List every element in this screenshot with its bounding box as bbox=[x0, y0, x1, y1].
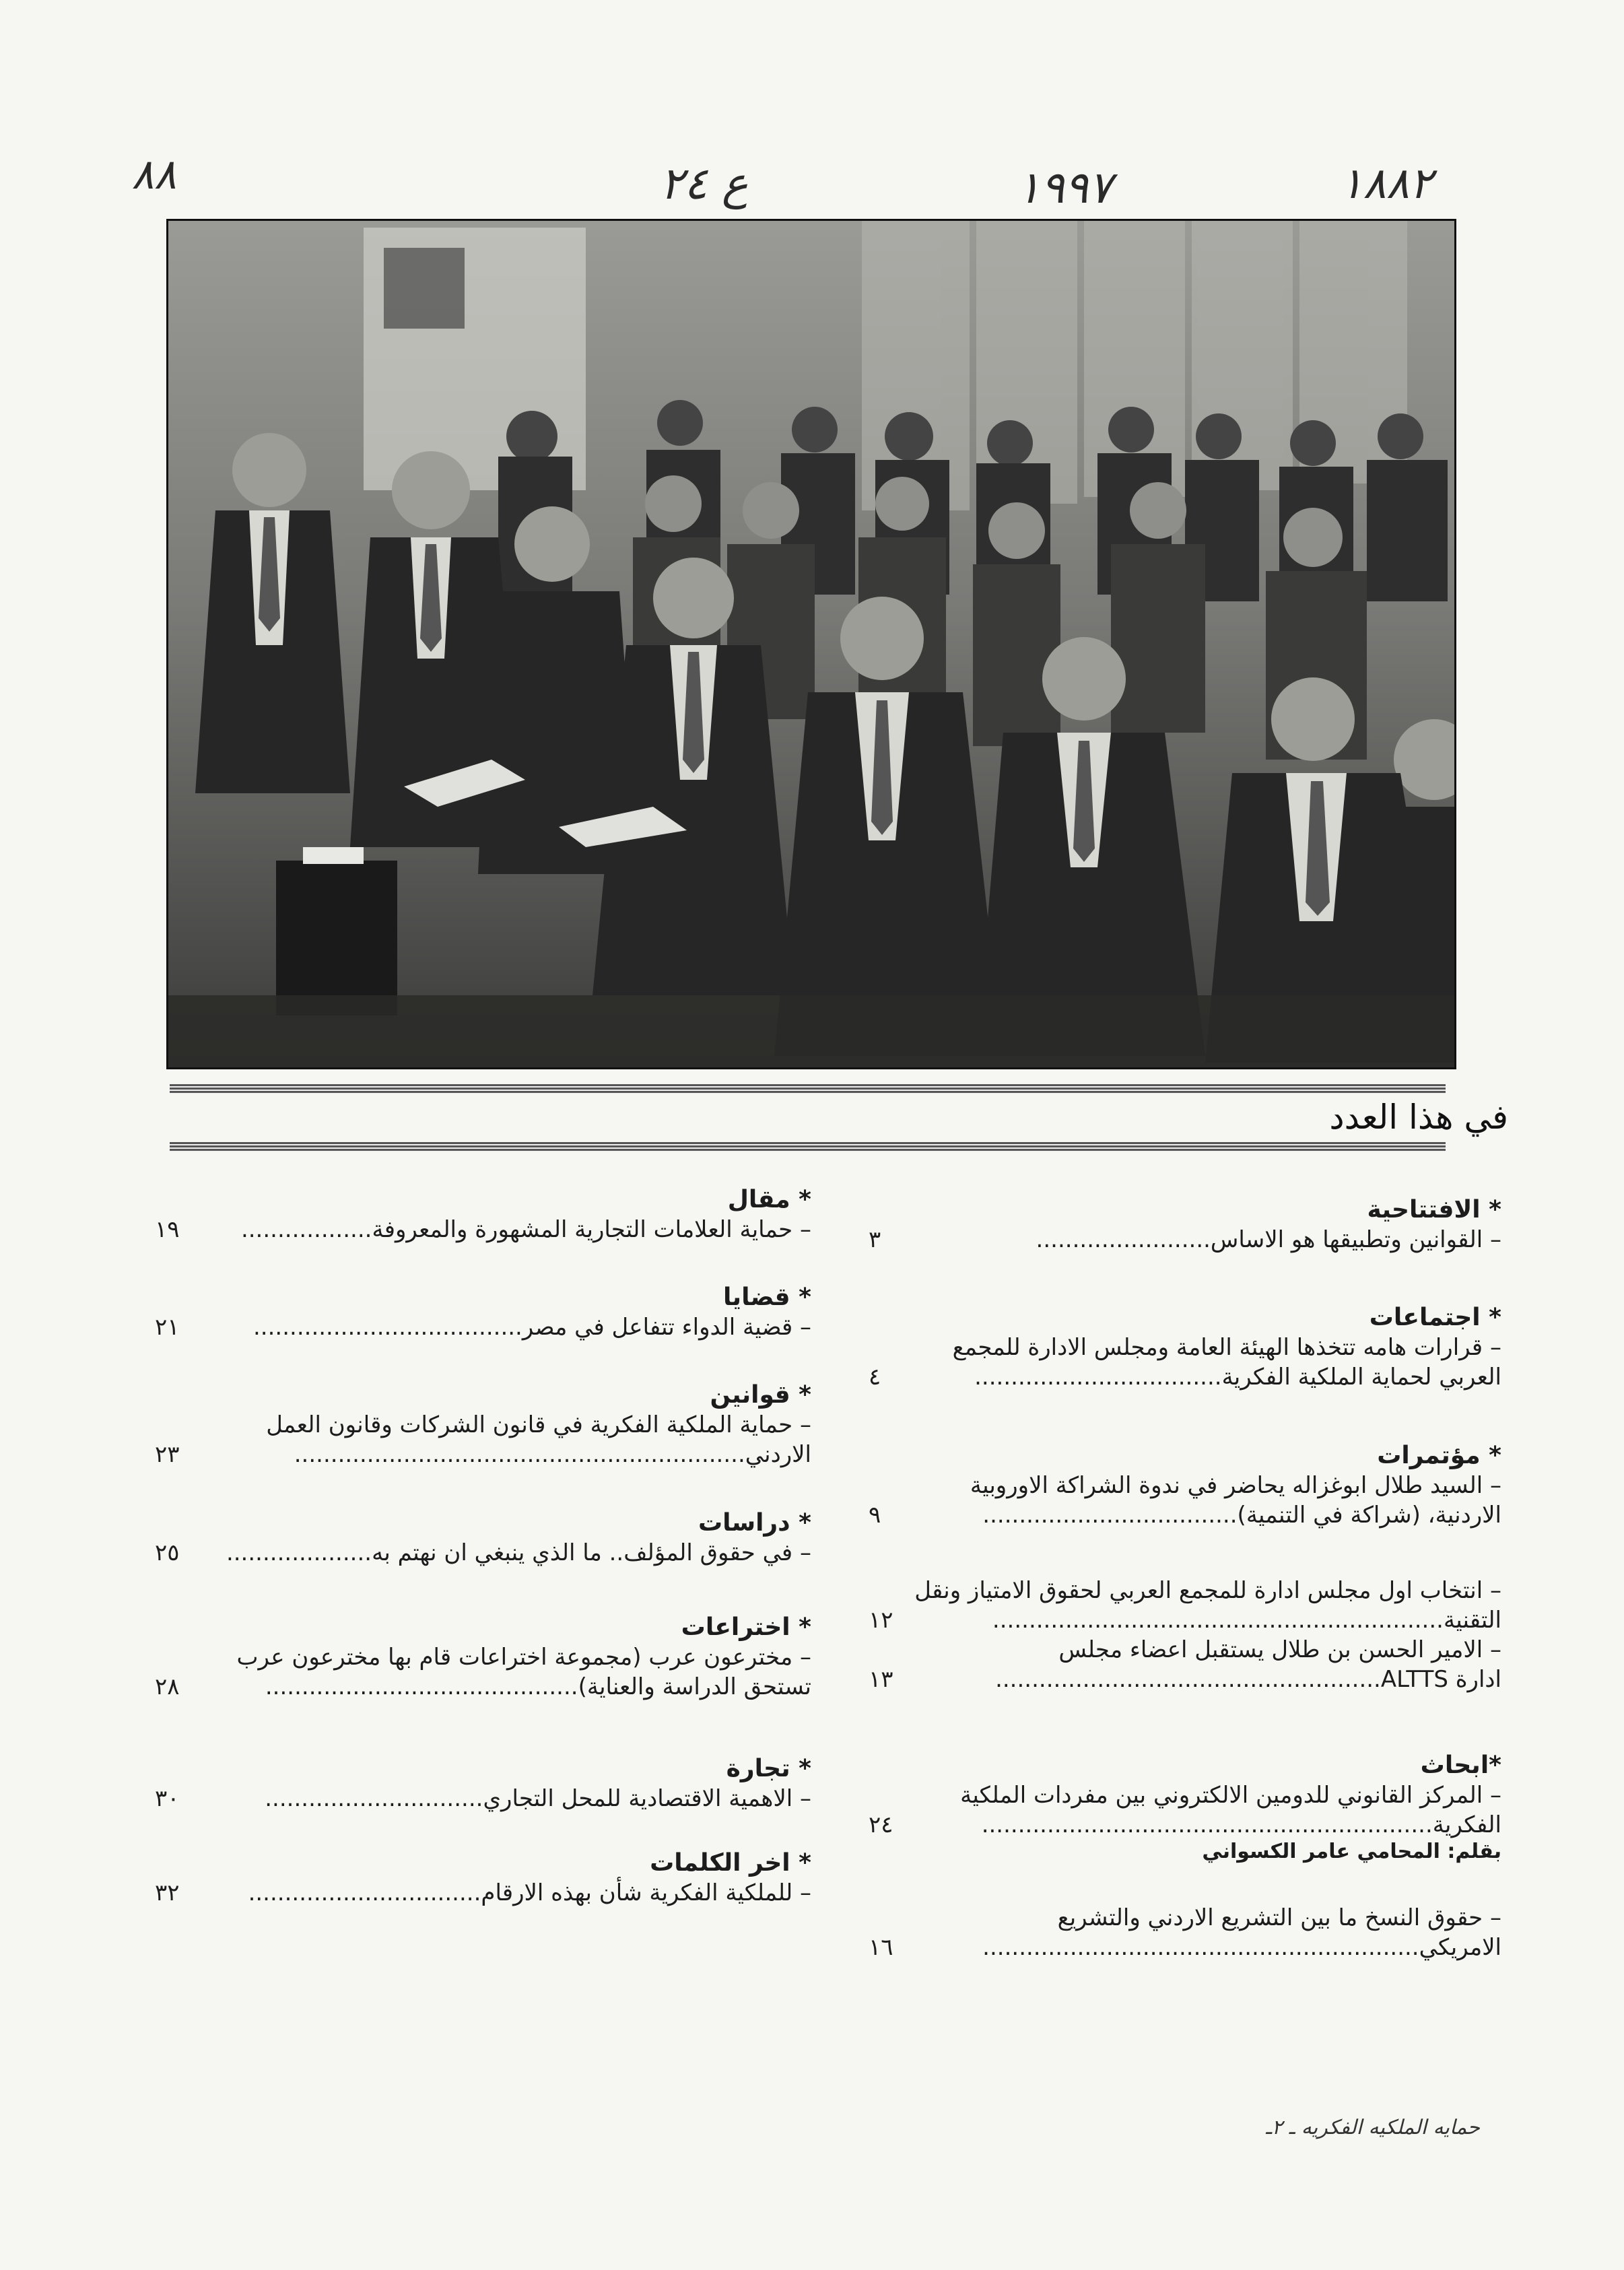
toc-entry[interactable]: ٢٤ الفكرية.............................................................. bbox=[869, 1811, 1501, 1838]
section-heading: * الافتتاحية bbox=[1367, 1196, 1501, 1224]
toc-entry[interactable]: – مخترعون عرب (مجموعة اختراعات قام بها مخترعون عرب bbox=[236, 1644, 811, 1671]
toc-section-conferences-cont bbox=[869, 1576, 1501, 1694]
toc-entry[interactable]: – السيد طلال ابوغزاله يحاضر في ندوة الشراكة الاوروبية bbox=[970, 1472, 1501, 1499]
toc-entry[interactable]: ٣٢ – للملكية الفكرية شأن بهذه الارقام................................ bbox=[155, 1879, 811, 1906]
toc-entry[interactable]: ٩ الاردنية، (شراكة في التنمية)................................... bbox=[869, 1502, 1501, 1529]
toc-entry[interactable]: – المركز القانوني للدومين الالكتروني بين مفردات الملكية bbox=[960, 1782, 1501, 1809]
toc-entry[interactable]: – قرارات هامه تتخذها الهيئة العامة ومجلس الادارة للمجمع bbox=[952, 1334, 1501, 1361]
toc-entry[interactable]: ٢١ – قضية الدواء تتفاعل في مصر..................................... bbox=[155, 1314, 811, 1341]
toc-section-editorial bbox=[869, 1195, 1501, 1255]
toc-section-laws bbox=[155, 1380, 811, 1469]
toc-entry[interactable]: ٣ – القوانين وتطبيقها هو الاساس........................ bbox=[869, 1226, 1501, 1253]
toc-entry[interactable]: – انتخاب اول مجلس ادارة للمجمع العربي لحقوق الامتياز ونقل bbox=[914, 1577, 1501, 1604]
toc-entry[interactable]: ٢٥ – في حقوق المؤلف.. ما الذي ينبغي ان نهتم به.................... bbox=[155, 1539, 811, 1566]
toc-section-last-words bbox=[155, 1848, 811, 1908]
toc-section-cases bbox=[155, 1283, 811, 1342]
toc-entry[interactable]: ٤ العربي لحماية الملكية الفكرية.................................. bbox=[869, 1364, 1501, 1391]
toc-entry[interactable]: ١٣ ادارة ALTTS..................................................... bbox=[869, 1666, 1501, 1693]
toc-entry[interactable]: ٢٣ الاردني.............................................................. bbox=[155, 1441, 811, 1468]
toc-section-trade bbox=[155, 1754, 811, 1813]
toc-section-research-cont bbox=[869, 1903, 1501, 1962]
section-heading: * قضايا bbox=[723, 1283, 811, 1311]
bottom-divider bbox=[170, 1142, 1446, 1151]
handwritten-archive-code: ١٨٨٢ bbox=[1340, 159, 1433, 209]
toc-title: في هذا العدد bbox=[1329, 1098, 1508, 1137]
section-heading: * اخر الكلمات bbox=[650, 1849, 811, 1877]
conference-audience-photo bbox=[168, 221, 1454, 1067]
author-byline: بقلم: المحامي عامر الكسواني bbox=[1202, 1840, 1501, 1863]
toc-section-meetings bbox=[869, 1303, 1501, 1392]
section-heading: * اجتماعات bbox=[1369, 1304, 1501, 1331]
section-heading: * قوانين bbox=[710, 1381, 811, 1409]
section-heading: * تجارة bbox=[726, 1755, 811, 1782]
handwritten-month: ع ٢٤ bbox=[660, 158, 749, 209]
toc-entry[interactable]: ١٢ التقنية.............................................................. bbox=[869, 1607, 1501, 1634]
conference-photo bbox=[166, 219, 1456, 1069]
toc-section-inventions bbox=[155, 1613, 811, 1702]
page-footer: حمايه الملكيه الفكريه ـ ٢ـ bbox=[1266, 2116, 1480, 2139]
handwritten-year: ١٩٩٧ bbox=[1017, 162, 1112, 213]
handwritten-page-number: ٨٨ bbox=[131, 149, 176, 199]
toc-entry[interactable]: ٢٨ تستحق الدراسة والعناية)........................................... bbox=[155, 1673, 811, 1700]
toc-entry[interactable]: – حقوق النسخ ما بين التشريع الاردني والتشريع bbox=[1057, 1904, 1501, 1931]
toc-entry[interactable]: – حماية الملكية الفكرية في قانون الشركات وقانون العمل bbox=[266, 1411, 811, 1438]
toc-entry[interactable]: ١٩ – حماية العلامات التجارية المشهورة والمعروفة.................. bbox=[155, 1216, 811, 1243]
toc-section-studies bbox=[155, 1508, 811, 1568]
section-heading: *ابحاث bbox=[1420, 1751, 1501, 1779]
section-heading: * مقال bbox=[727, 1186, 811, 1213]
section-heading: * دراسات bbox=[698, 1509, 811, 1537]
toc-entry[interactable]: ٣٠ – الاهمية الاقتصادية للمحل التجاري.............................. bbox=[155, 1785, 811, 1812]
top-divider bbox=[170, 1084, 1446, 1094]
toc-entry[interactable]: ١٦ الامريكي............................................................ bbox=[869, 1934, 1501, 1961]
section-heading: * مؤتمرات bbox=[1377, 1442, 1501, 1469]
toc-section-conferences bbox=[869, 1441, 1501, 1530]
toc-section-article bbox=[155, 1185, 811, 1244]
section-heading: * اختراعات bbox=[681, 1613, 811, 1641]
toc-entry[interactable]: – الامير الحسن بن طلال يستقبل اعضاء مجلس bbox=[1058, 1636, 1501, 1663]
toc-section-research bbox=[869, 1751, 1501, 1864]
